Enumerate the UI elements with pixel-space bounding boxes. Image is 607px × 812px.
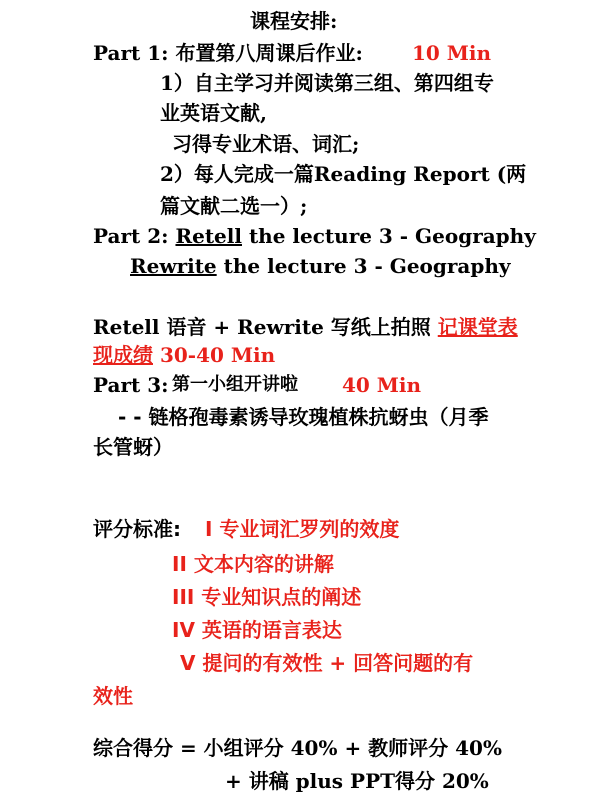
- part2-note-red1: 记课堂表: [437, 315, 518, 339]
- part1-item1-line1: 1）自主学习并阅读第三组、第四组专: [160, 71, 494, 95]
- rewrite-word: Rewrite: [130, 254, 217, 278]
- retell-word: Retell: [175, 224, 242, 248]
- part2-note-red2: 现成绩: [93, 343, 153, 367]
- part1-item2-line1: 2）每人完成一篇Reading Report (两: [160, 162, 527, 186]
- criterion-5: V 提问的有效性 + 回答问题的有: [180, 651, 474, 675]
- part1-item1-line3: 习得专业术语、词汇;: [172, 132, 360, 156]
- part2-rewrite-line: [130, 253, 511, 279]
- part2-time: 30-40 Min: [159, 343, 276, 367]
- part1-time: 10 Min: [412, 41, 492, 65]
- retell-rest: the lecture 3 - Geography: [241, 224, 536, 248]
- total-line2: + 讲稿 plus PPT得分 20%: [225, 769, 489, 793]
- part1-item1-line2: 业英语文献,: [160, 101, 267, 125]
- part2-note-black: Retell 语音 + Rewrite 写纸上拍照: [93, 315, 438, 339]
- part1-heading: [93, 40, 363, 66]
- part1-text: 布置第八周课后作业:: [175, 41, 363, 65]
- total-line1: 综合得分 = 小组评分 40% + 教师评分 40%: [93, 736, 502, 760]
- page-title: 课程安排:: [250, 9, 338, 33]
- part2-note-line2: [93, 342, 275, 368]
- part3-heading: [93, 372, 169, 398]
- part2-label: Part 2:: [93, 224, 169, 248]
- part1-label: Part 1:: [93, 41, 169, 65]
- part2-note-line1: [93, 314, 518, 340]
- part3-time: 40 Min: [342, 373, 422, 397]
- criterion-1: I 专业词汇罗列的效度: [205, 517, 400, 541]
- part3-label: Part 3:: [93, 373, 169, 397]
- rewrite-rest: the lecture 3 - Geography: [216, 254, 511, 278]
- criterion-5-wrap: 效性: [93, 684, 133, 708]
- criterion-2: II 文本内容的讲解: [172, 552, 334, 576]
- part3-topic-line1: - - 链格孢毒素诱导玫瑰植株抗蚜虫（月季: [118, 405, 489, 429]
- criterion-3: III 专业知识点的阐述: [172, 585, 362, 609]
- part3-text: 第一小组开讲啦: [172, 374, 298, 395]
- criterion-4: IV 英语的语言表达: [172, 618, 342, 642]
- part2-retell-line: [93, 223, 536, 249]
- part1-item2-line2: 篇文献二选一）;: [160, 194, 308, 218]
- scoring-label: 评分标准:: [93, 517, 181, 541]
- part3-topic-line2: 长管蚜）: [93, 435, 173, 459]
